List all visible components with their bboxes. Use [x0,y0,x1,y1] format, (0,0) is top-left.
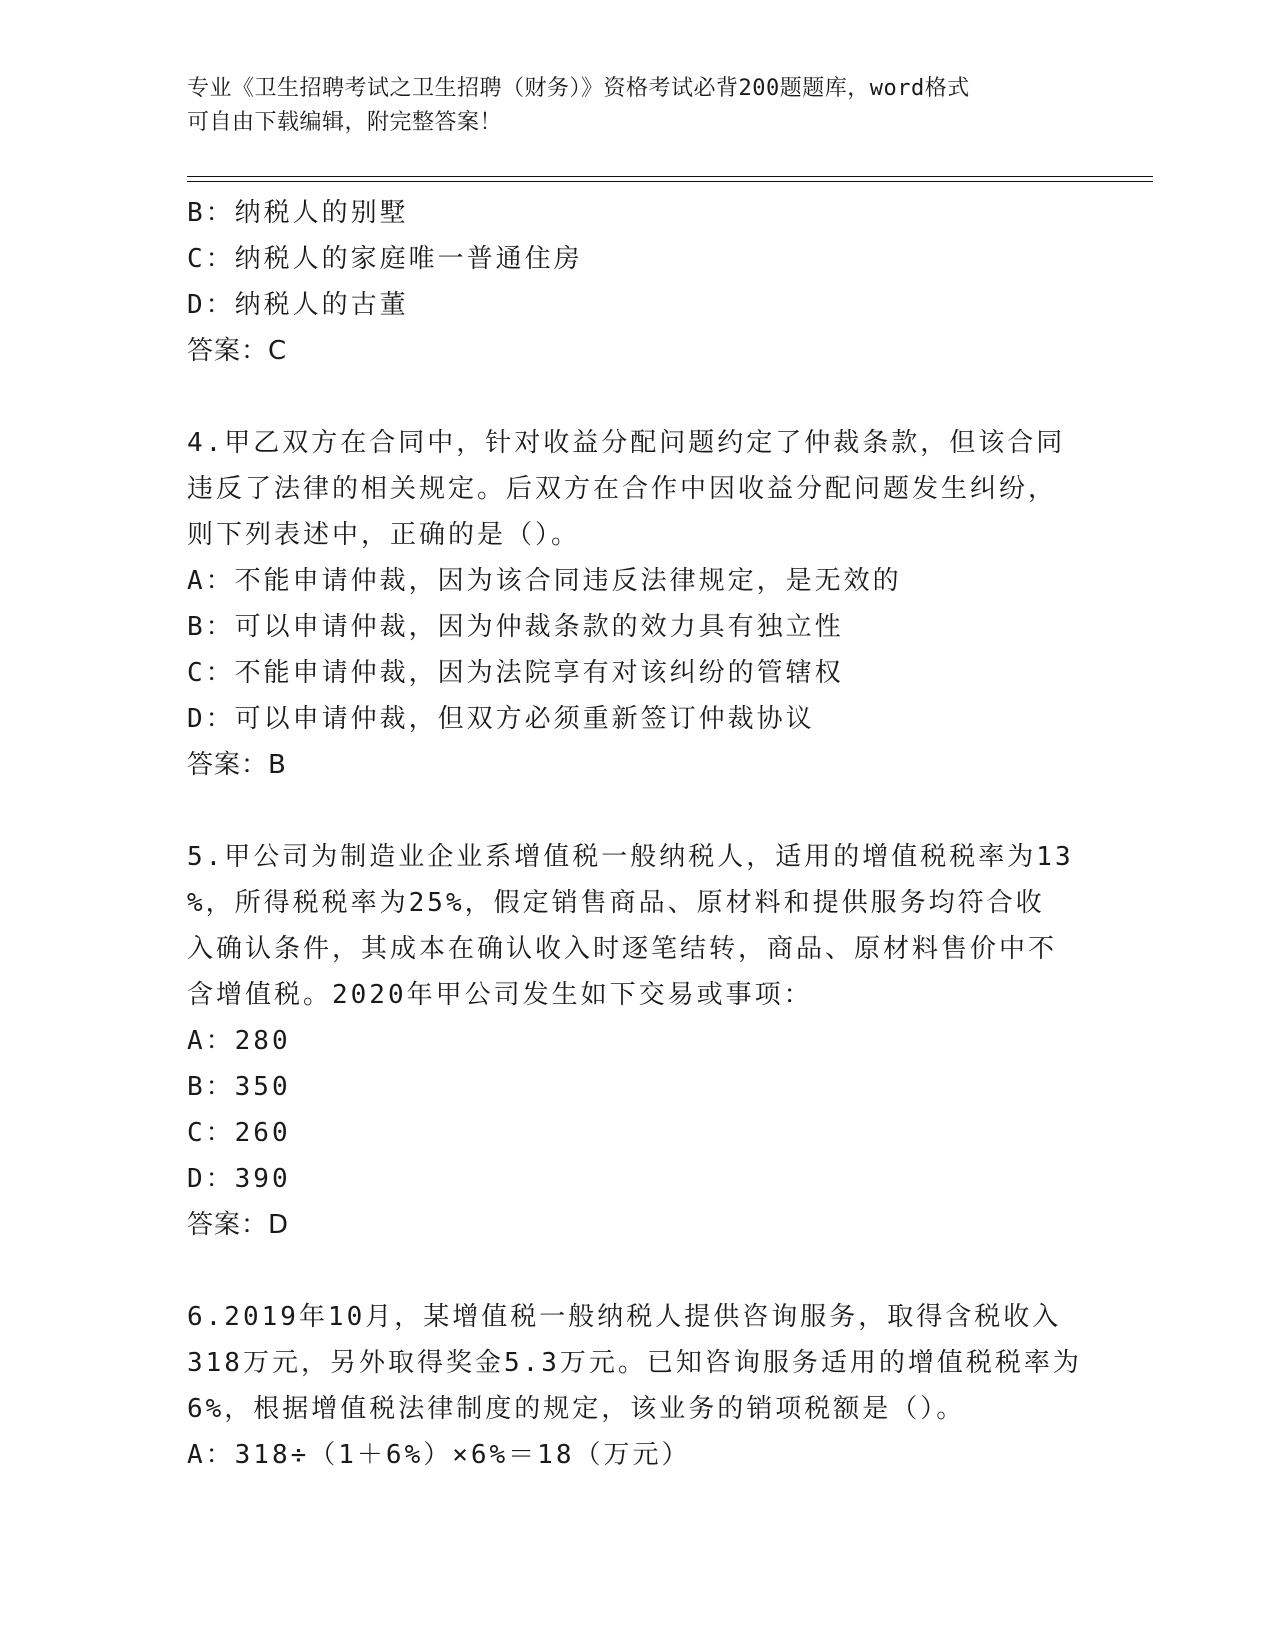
question-4-option-a: A：不能申请仲裁，因为该合同违反法律规定，是无效的 [187,566,902,596]
header-rule-bottom [187,181,1153,182]
header-rule-top [187,176,1153,177]
question-5-option-d: D：390 [187,1164,291,1194]
question-6-stem-line: 6%，根据增值税法律制度的规定，该业务的销项税额是（）。 [187,1394,966,1424]
header-line-2: 可自由下载编辑，附完整答案！ [187,110,503,135]
question-4 [187,420,1087,788]
header-line-1: 专业《卫生招聘考试之卫生招聘（财务）》资格考试必背200题题库，word格式 [187,76,970,101]
question-5-option-c: C：260 [187,1118,291,1148]
question-5-stem-line: 5.甲公司为制造业企业系增值税一般纳税人，适用的增值税税率为13 [187,842,1074,872]
question-3-option-b: B：纳税人的别墅 [187,198,409,228]
question-5-option-a: A：280 [187,1026,291,1056]
question-3-answer: 答案：C [187,336,288,366]
question-3-option-c: C：纳税人的家庭唯一普通住房 [187,244,583,274]
question-5 [187,834,1087,1248]
question-5-answer: 答案：D [187,1210,290,1240]
question-6 [187,1294,1087,1478]
question-5-stem-line: %，所得税税率为25%，假定销售商品、原材料和提供服务均符合收 [187,888,1045,918]
question-5-stem-line: 入确认条件，其成本在确认收入时逐笔结转，商品、原材料售价中不 [187,934,1058,964]
document-body [187,190,1087,1478]
question-4-answer: 答案：B [187,750,287,780]
question-3-continued [187,190,1087,374]
question-4-option-b: B：可以申请仲裁，因为仲裁条款的效力具有独立性 [187,612,844,642]
question-4-stem-line: 4.甲乙双方在合同中，针对收益分配问题约定了仲裁条款，但该合同 [187,428,1066,458]
question-4-option-c: C：不能申请仲裁，因为法院享有对该纠纷的管辖权 [187,658,844,688]
question-5-option-b: B：350 [187,1072,291,1102]
question-6-stem-line: 6.2019年10月，某增值税一般纳税人提供咨询服务，取得含税收入 [187,1302,1062,1332]
question-3-option-d: D：纳税人的古董 [187,290,409,320]
question-4-option-d: D：可以申请仲裁，但双方必须重新签订仲裁协议 [187,704,815,734]
document-header [187,72,1087,140]
question-4-stem-line: 则下列表述中，正确的是（）。 [187,520,581,550]
question-5-stem-line: 含增值税。2020年甲公司发生如下交易或事项： [187,980,813,1010]
question-6-stem-line: 318万元，另外取得奖金5.3万元。已知咨询服务适用的增值税税率为 [187,1348,1082,1378]
question-6-option-a: A：318÷（1＋6%）×6%＝18（万元） [187,1440,691,1470]
question-4-stem-line: 违反了法律的相关规定。后双方在合作中因收益分配问题发生纠纷， [187,474,1058,504]
